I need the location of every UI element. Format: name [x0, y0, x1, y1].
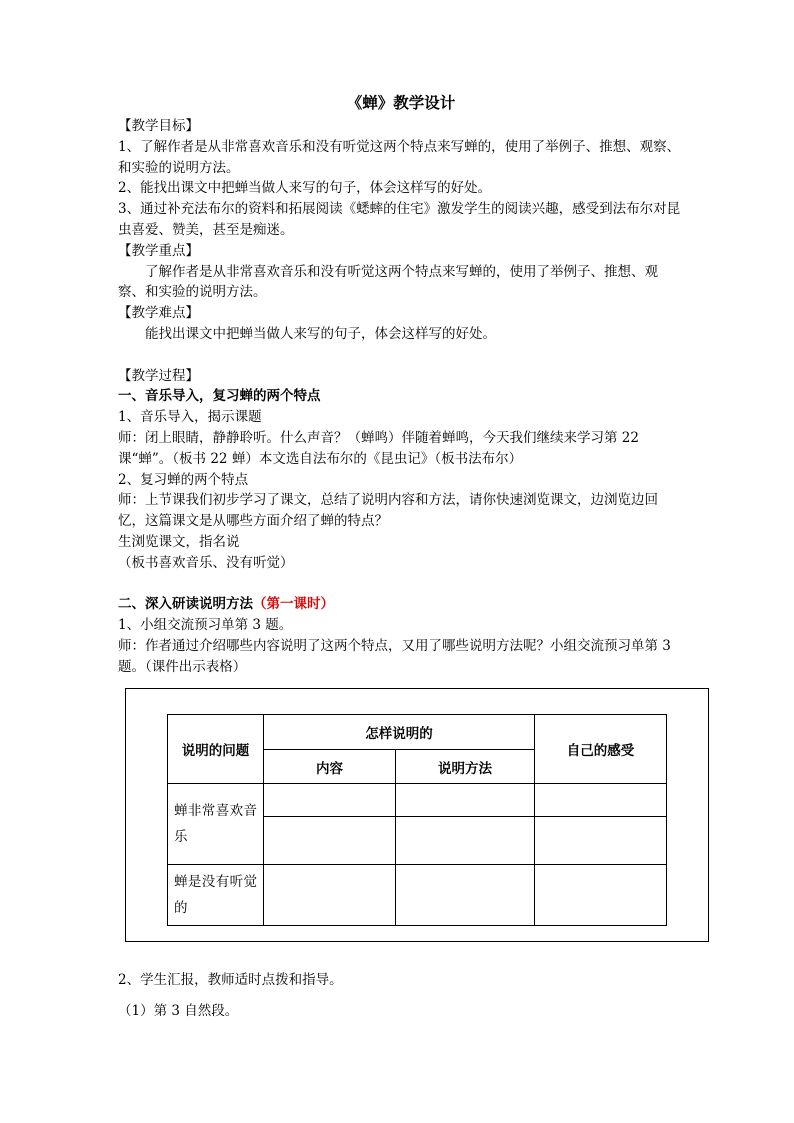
after-line-1: 2、学生汇报，教师适时点拨和指导。: [118, 972, 343, 988]
section2-line-1: 1、小组交流预习单第 3 题。: [118, 617, 293, 634]
table-cell: [396, 865, 535, 926]
document-title: 《蝉》教学设计: [346, 93, 456, 112]
header-method: 说明方法: [396, 750, 535, 784]
table-cell: [264, 784, 396, 817]
header-content: 内容: [264, 750, 396, 784]
section1-title: 一、音乐导入，复习蝉的两个特点: [118, 388, 321, 405]
section2-title: 二、深入研读说明方法: [118, 596, 253, 613]
section1-line-2: 师：闭上眼睛，静静聆听。什么声音？（蝉鸣）伴随着蝉鸣，今天我们继续来学习第 22 课“蝉”。（板书 22 蝉）本文选自法布尔的《昆虫记》（板书法布尔）: [118, 429, 639, 467]
after-line-2: （1）第 3 自然段。: [118, 1003, 239, 1019]
study-table: [167, 714, 667, 926]
header-how: 怎样说明的: [264, 715, 535, 750]
table-frame: [125, 688, 709, 942]
objective-3: 3、通过补充法布尔的资料和拓展阅读《蟋蟀的住宅》激发学生的阅读兴趣，感受到法布尔对昆虫喜爱、赞美，甚至是痴迷。: [118, 201, 681, 238]
process-heading: 【教学过程】: [118, 367, 199, 384]
section1-line-1: 1、音乐导入，揭示课题: [118, 409, 262, 426]
section1-line-3: 2、复习蝉的两个特点: [118, 471, 249, 488]
table-cell: [396, 817, 535, 865]
table-cell: [535, 784, 667, 817]
difficulty-text: 能找出课文中把蝉当做人来写的句子，体会这样写的好处。: [145, 325, 496, 342]
key-point-text: 了解作者是从非常喜欢音乐和没有听觉这两个特点来写蝉的，使用了举例子、推想、观察、和实验的说明方法。: [118, 263, 658, 301]
objective-2: 2、能找出课文中把蝉当做人来写的句子，体会这样写的好处。: [118, 180, 492, 197]
table-cell: [264, 865, 396, 926]
header-feeling: 自己的感受: [535, 715, 667, 784]
objectives-heading: 【教学目标】: [118, 118, 199, 134]
objective-1: 1、了解作者是从非常喜欢音乐和没有听觉这两个特点来写蝉的，使用了举例子、推想、观察、和实验的说明方法。: [118, 138, 681, 176]
table-cell: [535, 865, 667, 926]
difficulty-heading: 【教学难点】: [118, 305, 199, 322]
key-point-heading: 【教学重点】: [118, 242, 199, 259]
table-cell: [535, 817, 667, 865]
section2-title-line: [118, 594, 684, 615]
document-body: [118, 92, 684, 678]
table-cell: [264, 817, 396, 865]
table-cell: [396, 784, 535, 817]
section1-line-5: 生浏览课文，指名说: [118, 533, 240, 550]
section2-title-note: （第一课时）: [253, 596, 334, 613]
section1-line-6: （板书喜欢音乐、没有听觉）: [118, 554, 294, 571]
row-label-1: 蝉非常喜欢音乐: [168, 784, 264, 865]
row-label-2: 蝉是没有听觉的: [168, 865, 264, 926]
section1-line-4: 师：上节课我们初步学习了课文，总结了说明内容和方法，请你快速浏览课文，边浏览边回忆，这篇课文是从哪些方面介绍了蝉的特点？: [118, 492, 658, 530]
header-question: 说明的问题: [168, 715, 264, 784]
section2-line-2: 师：作者通过介绍哪些内容说明了这两个特点，又用了哪些说明方法呢？小组交流预习单第 3 题。（课件出示表格）: [118, 637, 671, 675]
